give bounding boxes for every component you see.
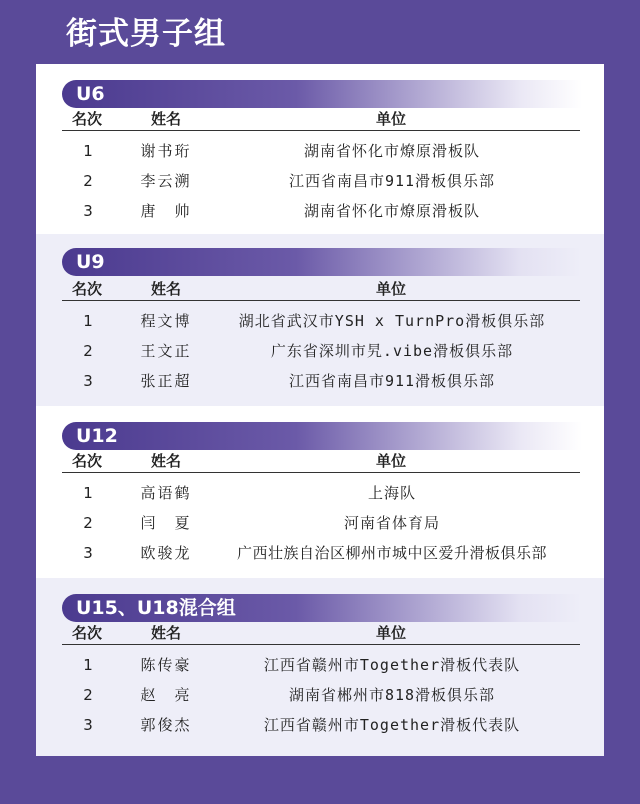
table-row	[36, 336, 604, 366]
table-row	[36, 650, 604, 680]
table-row	[36, 166, 604, 196]
section-header	[62, 422, 582, 450]
header-divider	[62, 300, 580, 301]
rank-cell: 1	[83, 484, 93, 502]
table-row	[36, 508, 604, 538]
rank-cell: 1	[83, 142, 93, 160]
col-header-name: 姓名	[150, 110, 181, 128]
name-cell: 王文正	[140, 342, 192, 360]
table-row	[36, 306, 604, 336]
name-cell: 程文博	[140, 312, 192, 330]
rank-cell: 1	[83, 312, 93, 330]
rank-cell: 2	[83, 172, 93, 190]
name-cell: 高语鹤	[140, 484, 192, 502]
col-header-unit: 单位	[375, 452, 406, 470]
unit-cell: 广东省深圳市旯.vibe滑板俱乐部	[270, 342, 514, 360]
unit-cell: 江西省南昌市911滑板俱乐部	[288, 172, 496, 190]
section-header	[62, 248, 582, 276]
rank-cell: 2	[83, 686, 93, 704]
section-header	[62, 80, 582, 108]
unit-cell: 湖南省郴州市818滑板俱乐部	[288, 686, 496, 704]
table-row	[36, 538, 604, 568]
section-u6	[36, 64, 604, 234]
name-cell: 欧骏龙	[140, 544, 192, 562]
section-header	[62, 594, 582, 622]
section-title: U12	[76, 425, 118, 447]
rank-cell: 3	[83, 716, 93, 734]
col-header-name: 姓名	[150, 280, 181, 298]
unit-cell: 湖北省武汉市YSH x TurnPro滑板俱乐部	[238, 312, 546, 330]
name-cell: 赵 亮	[140, 686, 192, 704]
page-title: 街式男子组	[66, 16, 226, 52]
unit-cell: 湖南省怀化市燎原滑板队	[303, 142, 480, 160]
unit-cell: 江西省赣州市Together滑板代表队	[263, 716, 521, 734]
col-header-unit: 单位	[375, 110, 406, 128]
section-title: U6	[76, 83, 105, 105]
col-header-unit: 单位	[375, 624, 406, 642]
col-header-name: 姓名	[150, 452, 181, 470]
rank-cell: 2	[83, 514, 93, 532]
section-u12	[36, 406, 604, 578]
col-header-rank: 名次	[72, 452, 103, 470]
unit-cell: 上海队	[367, 484, 416, 502]
name-cell: 唐 帅	[140, 202, 192, 220]
rank-cell: 1	[83, 656, 93, 674]
unit-cell: 河南省体育局	[343, 514, 440, 532]
header-divider	[62, 644, 580, 645]
section-title: U9	[76, 251, 105, 273]
rank-cell: 3	[83, 202, 93, 220]
col-header-unit: 单位	[375, 280, 406, 298]
rank-cell: 3	[83, 372, 93, 390]
col-header-rank: 名次	[72, 110, 103, 128]
section-u15-u18	[36, 578, 604, 756]
name-cell: 谢书珩	[140, 142, 192, 160]
name-cell: 闫 夏	[140, 514, 192, 532]
col-header-rank: 名次	[72, 280, 103, 298]
unit-cell: 湖南省怀化市燎原滑板队	[303, 202, 480, 220]
name-cell: 陈传豪	[140, 656, 192, 674]
table-row	[36, 680, 604, 710]
col-header-rank: 名次	[72, 624, 103, 642]
header-divider	[62, 130, 580, 131]
table-row	[36, 196, 604, 226]
rank-cell: 3	[83, 544, 93, 562]
table-row	[36, 710, 604, 740]
section-u9	[36, 234, 604, 406]
header-divider	[62, 472, 580, 473]
name-cell: 张正超	[140, 372, 192, 390]
name-cell: 郭俊杰	[140, 716, 192, 734]
unit-cell: 广西壮族自治区柳州市城中区爱升滑板俱乐部	[236, 544, 547, 562]
name-cell: 李云溯	[140, 172, 192, 190]
col-header-name: 姓名	[150, 624, 181, 642]
table-row	[36, 366, 604, 396]
rank-cell: 2	[83, 342, 93, 360]
unit-cell: 江西省南昌市911滑板俱乐部	[288, 372, 496, 390]
section-title: U15、U18混合组	[76, 597, 236, 619]
table-row	[36, 478, 604, 508]
table-row	[36, 136, 604, 166]
unit-cell: 江西省赣州市Together滑板代表队	[263, 656, 521, 674]
